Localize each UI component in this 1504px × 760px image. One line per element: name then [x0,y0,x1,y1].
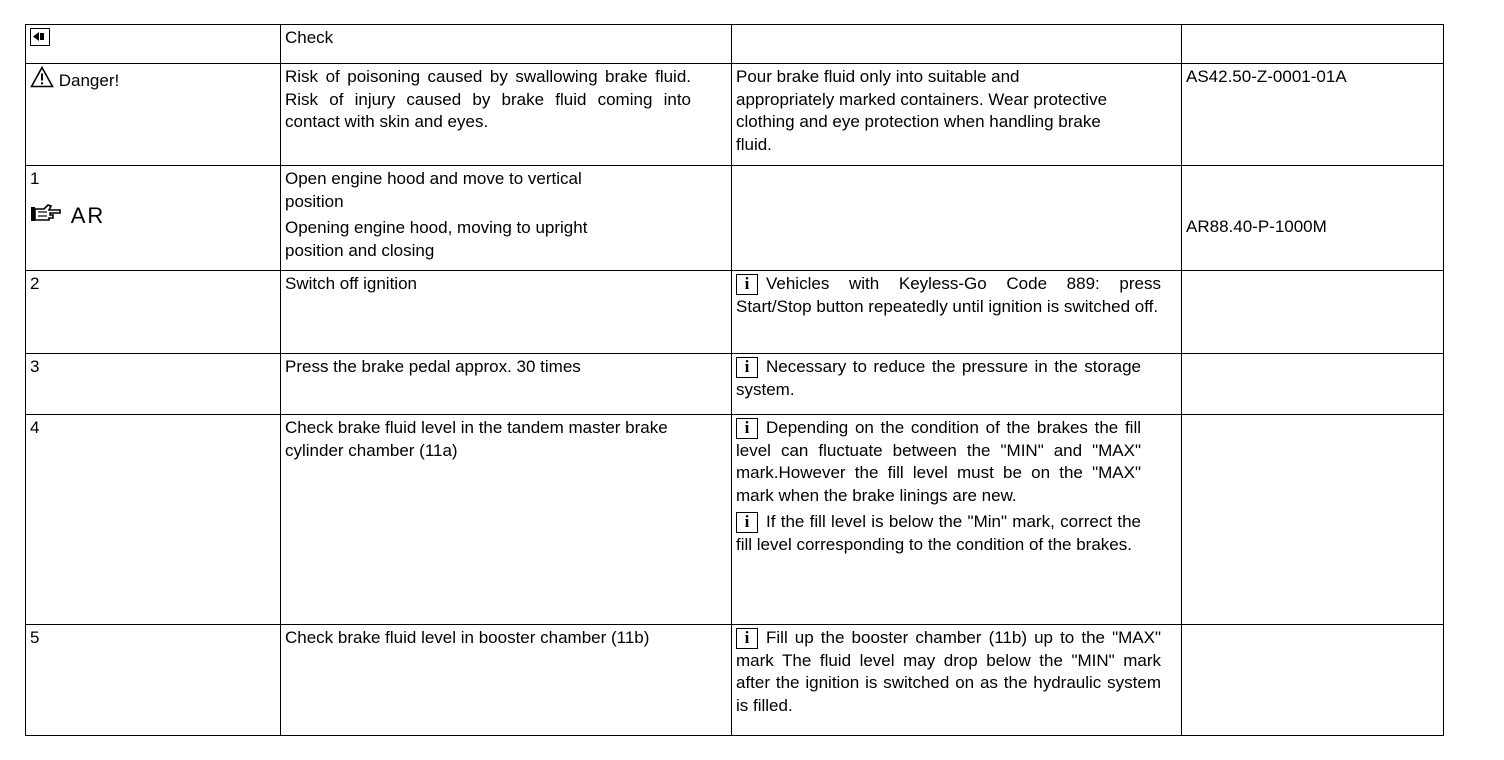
step-number: 1 [30,169,40,188]
danger-label: Danger! [58,71,120,90]
step-note: Fill up the booster chamber (11b) up to the "MAX" mark The fluid level may drop below the "MIN" mark after the ignition is switched on as the hydraulic system is filled. [736,628,1161,715]
step-note-cell [732,415,1182,625]
speaker-icon [30,28,50,46]
step-number: 2 [26,271,281,354]
step-reference-cell [1182,271,1444,354]
step-reference-cell [1182,354,1444,415]
info-icon: i [736,512,758,533]
info-icon: i [736,274,758,295]
step-number: 5 [26,625,281,736]
step-row-3 [26,354,1444,415]
step-action: Press the brake pedal approx. 30 times [281,354,732,415]
step-action: Check brake fluid level in booster chamber (11b) [281,625,732,736]
step-number-cell [26,166,281,271]
step-reference-cell [1182,625,1444,736]
step-sub-action: Opening engine hood, moving to upright position and closing [285,218,588,260]
step-note-cell [732,166,1182,271]
step-action: Switch off ignition [281,271,732,354]
step-action: Open engine hood and move to vertical position [285,169,582,211]
header-icon-cell [26,25,281,64]
pointing-hand-icon [30,210,67,229]
header-col4 [1182,25,1444,64]
step-note: Depending on the condition of the brakes the fill level can fluctuate between the "MIN" and "MAX" mark.However the fill level must be on the "MAX" mark when the brake linings are new. [736,418,1141,505]
ar-label: AR [70,202,106,228]
header-col3 [732,25,1182,64]
step-row-1 [26,166,1444,271]
procedure-table [25,24,1444,736]
step-row-2 [26,271,1444,354]
step-note-cell [732,354,1182,415]
step-number: 4 [26,415,281,625]
step-number: 3 [26,354,281,415]
header-row [26,25,1444,64]
info-icon: i [736,418,758,439]
step-reference: AR88.40-P-1000M [1186,217,1327,236]
ar-marker [30,203,276,232]
info-icon: i [736,628,758,649]
danger-row [26,64,1444,166]
danger-label-cell [26,64,281,166]
step-note-2: If the fill level is below the "Min" mark, correct the fill level corresponding to the condition of the brakes. [736,512,1141,554]
step-row-5 [26,625,1444,736]
step-note: Necessary to reduce the pressure in the storage system. [736,357,1141,399]
step-action-cell [281,166,732,271]
danger-measure-text: Pour brake fluid only into suitable and appropriately marked containers. Wear protective clothing and eye protection when handling brake fluid. [732,64,1182,166]
step-reference-cell [1182,415,1444,625]
step-action: Check brake fluid level in the tandem master brake cylinder chamber (11a) [281,415,732,625]
info-icon: i [736,357,758,378]
danger-reference: AS42.50-Z-0001-01A [1182,64,1444,166]
step-note: Vehicles with Keyless-Go Code 889: press Start/Stop button repeatedly until ignition is switched off. [736,274,1161,316]
step-row-4 [26,415,1444,625]
header-check-label: Check [281,25,732,64]
danger-risk-text: Risk of poisoning caused by swallowing brake fluid. Risk of injury caused by brake fluid coming into contact with skin and eyes. [281,64,732,166]
step-note-cell [732,271,1182,354]
step-note-cell [732,625,1182,736]
warning-triangle-icon [30,71,59,90]
step-reference-cell [1182,166,1444,271]
